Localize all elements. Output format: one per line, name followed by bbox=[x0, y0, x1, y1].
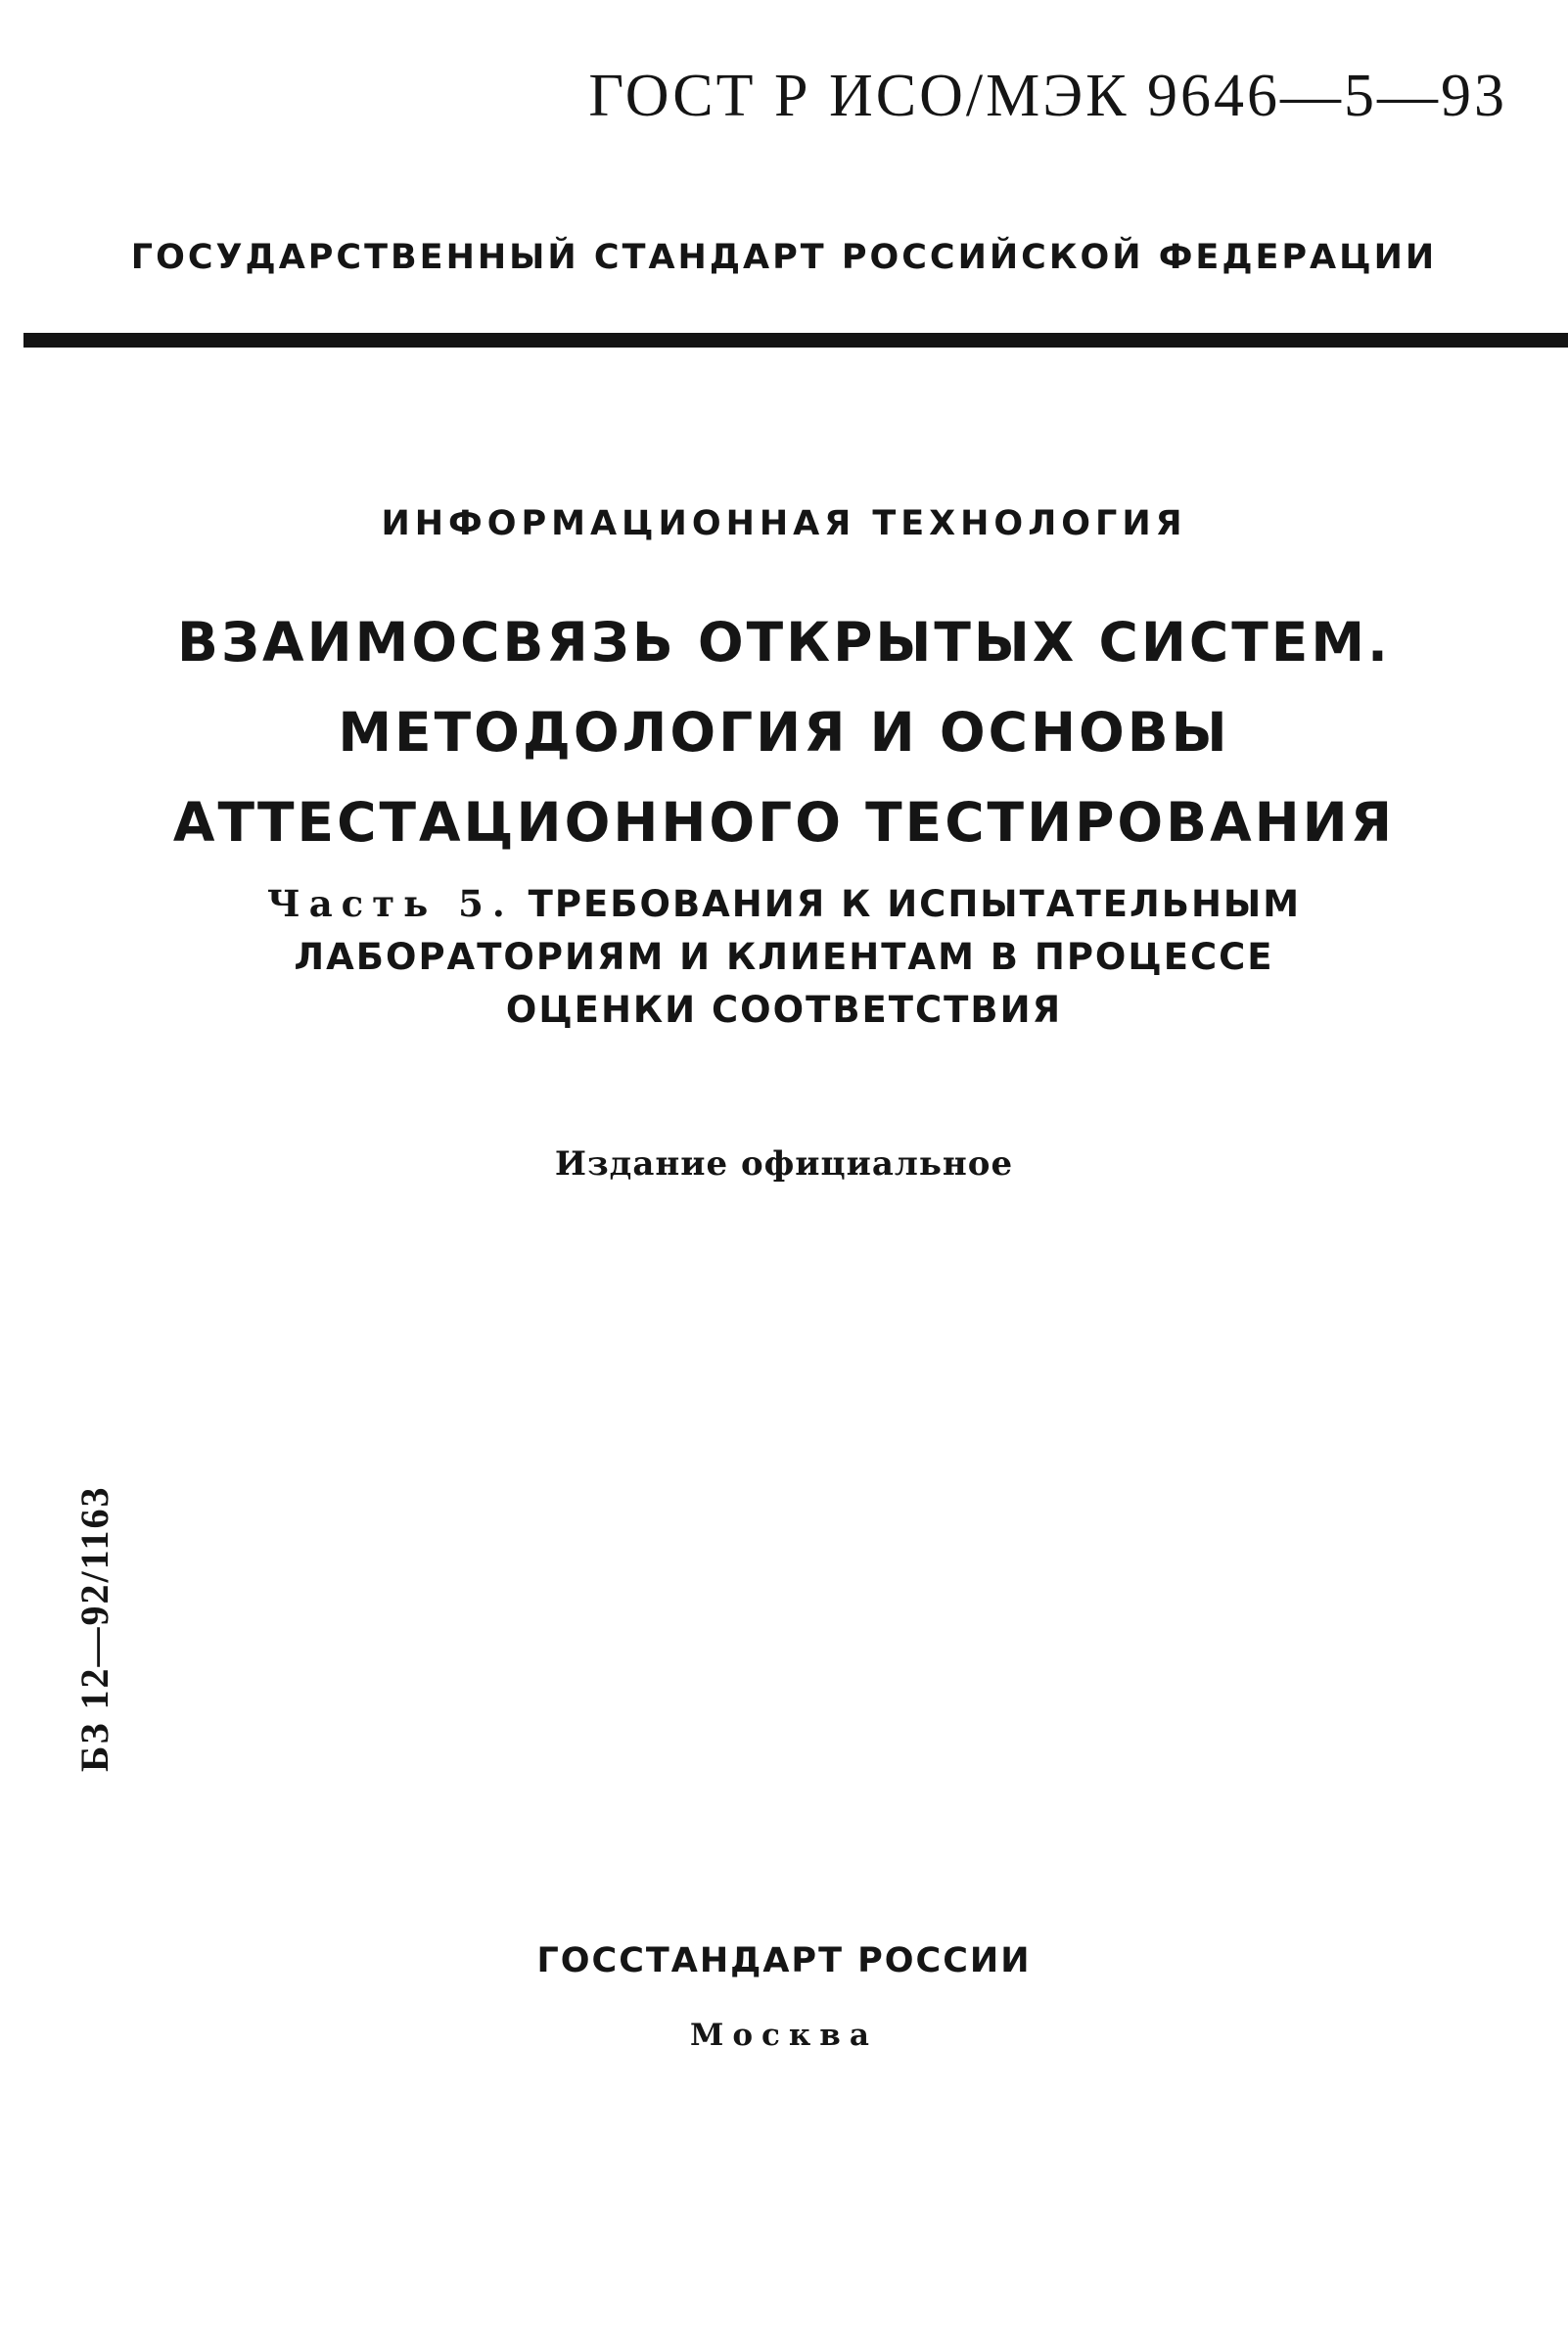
publisher-city: Москва bbox=[690, 2018, 878, 2053]
publisher: ГОССТАНДАРТ РОССИИ bbox=[536, 1941, 1032, 1980]
part-title-line-first bbox=[0, 877, 1568, 931]
main-title-line: ВЗАИМОСВЯЗЬ ОТКРЫТЫХ СИСТЕМ. bbox=[177, 611, 1391, 674]
main-title-line: АТТЕСТАЦИОННОГО ТЕСТИРОВАНИЯ bbox=[172, 791, 1396, 854]
main-title-line: МЕТОДОЛОГИЯ И ОСНОВЫ bbox=[338, 701, 1230, 764]
main-title bbox=[0, 597, 1568, 867]
side-catalog-code: БЗ 12—92/1163 bbox=[72, 1485, 116, 1772]
standard-number: ГОСТ Р ИСО/МЭК 9646—5—93 bbox=[588, 63, 1507, 129]
state-standard-heading: ГОСУДАРСТВЕННЫЙ СТАНДАРТ РОССИЙСКОЙ ФЕДЕРАЦИИ bbox=[130, 238, 1438, 277]
part-title-line: ТРЕБОВАНИЯ К ИСПЫТАТЕЛЬНЫМ bbox=[528, 883, 1302, 925]
part-label: Часть 5. bbox=[266, 882, 514, 925]
header-rule bbox=[23, 333, 1568, 348]
edition-note: Издание официальное bbox=[554, 1144, 1014, 1184]
part-title-line: ЛАБОРАТОРИЯМ И КЛИЕНТАМ В ПРОЦЕССЕ bbox=[294, 936, 1274, 978]
part-title-line: ОЦЕНКИ СООТВЕТСТВИЯ bbox=[505, 989, 1063, 1031]
topic-heading: ИНФОРМАЦИОННАЯ ТЕХНОЛОГИЯ bbox=[381, 504, 1187, 543]
part-title bbox=[0, 877, 1568, 1037]
